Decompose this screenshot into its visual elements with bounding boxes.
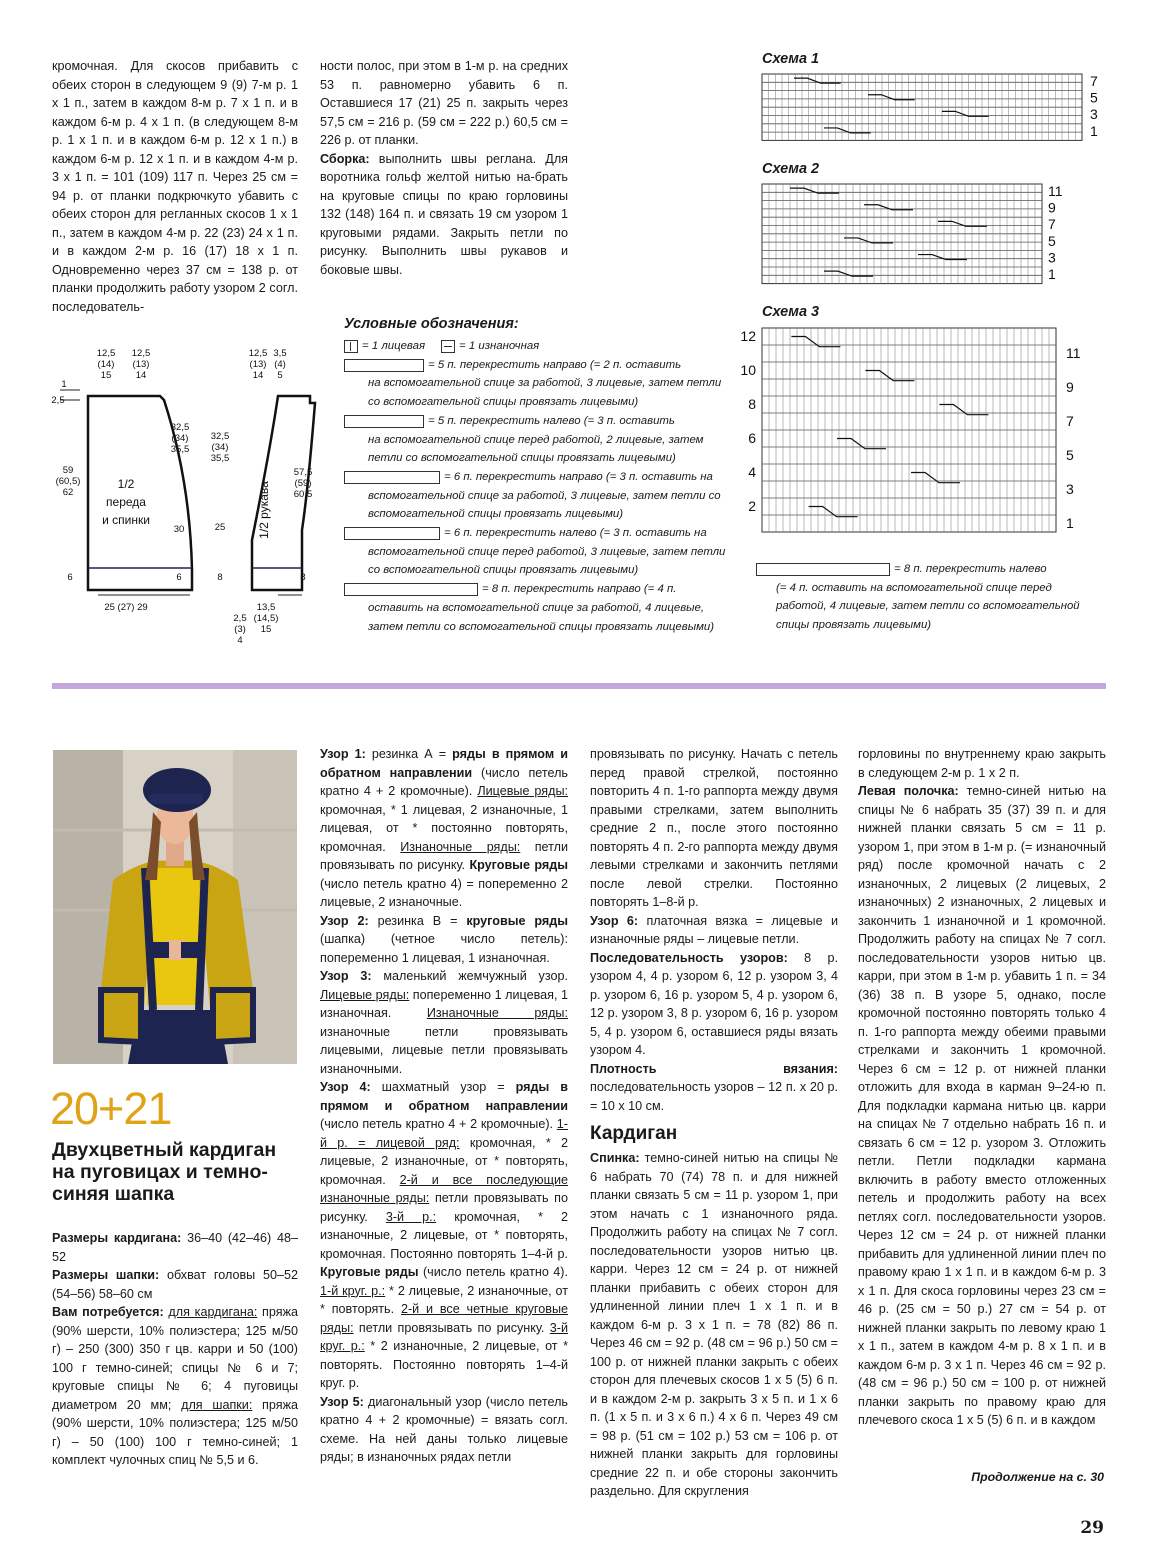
chart-row-number: 5 [1066,447,1074,463]
text-run: 2-й и все четные круговые ряды: [320,1302,569,1335]
assembly-label: Сборка: [320,151,370,166]
sleeve-bottom2-3: 4 [237,635,243,646]
hat-size-label: Размеры шапки: [52,1268,160,1282]
cable-symbol [344,471,440,484]
text-run: обхват головы 50–52 (54–56) 58–60 см [52,1268,299,1301]
text-run: 8 р. узором 4, 4 р. узором 6, 12 р. узором 3, 4 р. узором 6, 16 р. узором 5, 4 р. узором 6, 12 р. узором 3, 8 р. узором 6, 16 р. узором 5, 4 р. узором 6, оставшиеся ряды вязать узором 4. [590,950,838,1057]
sleeve-bottom2-1: 2,5 [233,613,247,624]
text-run: * 2 изнаночные, 2 лицевые, от * повторять. Постоянно повторять 1–4-й круг. р. [320,1339,568,1390]
back-label: Спинка: [590,1151,640,1165]
materials-label: Вам потребуется: [52,1305,164,1319]
text-run: для шапки: [181,1397,253,1412]
cable-symbol [344,359,424,372]
cable-symbol [344,415,424,428]
legend-item [344,412,734,431]
sleeve-bottom-3: 15 [260,624,272,635]
pattern-6-para [590,912,838,949]
legend-basic [344,337,734,356]
pattern-3-para [320,967,568,1078]
sleeve-label: 1/2 рукава [257,481,271,539]
text-run: Круговые ряды [469,858,568,872]
cable-symbol [344,583,478,596]
text-run: Изнаночные ряды: [426,1006,568,1020]
density-label: Плотность вязания: [590,1061,838,1076]
text-run: (шапка) (четное число петель): попеременно 1 лицевая, 1 изнаночная. [320,932,568,965]
text-run: ряды в прямом и обратном направлении [320,1080,568,1113]
legend-purl: = 1 изнаночная [459,340,540,352]
text-run: Лицевые ряды: [477,784,568,798]
text-run: диагональный узор (число петель кратно 4 + 2 кромочные) = вязать согл. схеме. На ней даны только лицевые ряды; в изнаночных рядах петли [320,1394,568,1464]
sequence-para [590,949,838,1060]
chart-row-number: 3 [1066,481,1074,497]
sleeve-height-2: (59) [294,478,312,489]
chart-row-number: 9 [1066,379,1074,395]
body-top2-1: 12,5 [131,348,151,359]
legend-item-lead: = 5 п. перекрестить налево (= 3 п. оставить [428,414,675,427]
pattern-label: Узор 5: [320,1394,364,1409]
sleeve-cap-3: 35,5 [210,453,230,464]
text-run: пряжа (90% шерсти, 10% полиэстера; 125 м/50 г) – 50 (100) 100 г темно-синей; 1 комплект чулочных спиц № 5,5 и 6. [52,1397,298,1467]
sequence-label: Последовательность узоров: [590,950,788,965]
legend-item [344,524,734,543]
legend-title: Условные обозначения: [344,316,519,332]
body-height-2: (60,5) [55,476,81,487]
text-run: петли провязывать по рисунку. [353,1320,550,1335]
schema-3-title: Схема 3 [762,304,820,320]
text-run: маленький жемчужный узор. [371,969,568,983]
legend-item [344,356,734,375]
chart-row-number: 12 [740,328,756,344]
legend-item-rest: на вспомогательной спице перед работой, 2 лицевые, затем петли со вспомогательной спицы провязать лицевыми) [368,433,704,465]
chart-row-number: 7 [1066,413,1074,429]
body-height-3: 62 [62,487,74,498]
sleeve-top-1: 12,5 [248,348,268,359]
chart-row-number: 10 [740,362,756,378]
body-label-3: и спинки [102,513,150,527]
body-top-1: 12,5 [96,348,116,359]
legend-item-rest: вспомогательной спице за работой, 3 лицевые, затем петли со вспомогательной спицы провязать лицевыми) [368,489,721,521]
text-run: шахматный узор = [370,1080,516,1094]
chart-row-number: 11 [1066,345,1081,361]
legend-item [344,580,734,599]
schema-2-grid [760,182,1106,286]
article-col4 [858,745,1106,1430]
body-side: 30 [173,524,185,535]
pattern-label: Узор 3: [320,969,372,983]
chart-row-number: 3 [1090,106,1098,123]
chart-row-number: 4 [748,464,756,480]
text-run: 36–40 (42–46) 48–52 [52,1231,298,1264]
pattern-4-para [320,1078,568,1393]
left-front-para [858,782,1106,1430]
body-rib-left: 6 [67,572,73,583]
sleeve-top2-2: (4) [274,359,286,370]
text-run: (число петель кратно 4). [418,1265,568,1279]
body-arm-1: 32,5 [170,422,190,433]
legend-8-left [756,560,1102,635]
hat-size-para [52,1266,298,1303]
legend-item [344,468,734,487]
sleeve-height-1: 57,5 [293,467,313,478]
legend-item-rest: оставить на вспомогательной спице за работой, 4 лицевые, затем петли со вспомогательной спицы провязать лицевыми) [368,601,715,633]
article-col2 [320,745,568,1467]
legend-item-lead: = 6 п. перекрестить направо (= 3 п. оставить на [444,470,713,483]
text-run: платочная вязка = лицевые и изнаночные ряды – лицевые петли. [590,913,838,946]
pattern-5-para [320,1393,568,1467]
text-run: темно-синей нитью на спицы № 6 набрать 70 (74) 78 п. и для нижней планки связать 5 см = 11 р. узором 1, при этом начать с 1 изнаночного ряда. Продолжить работу на спицах № 7 согл. последовательности узоров нитью цв. карри. Через 12 см = 24 р. от нижней планки прибавить с обеих сторон для удлиненной линии плеч 1 х 1 п. и в каждом 6-м р. 3 х 1 п. = 78 (82) 86 п. Через 46 см = 92 р. (48 см = 96 р.) 50 см = 100 р. от нижней планки закрыть с обеих сторон для плечевых скосов 1 х 5 (5) 6 п. и в каждом 2-м р. закрыть 3 х 5 п. и 1 х 6 п. (1 х 5 п. и 3 х 6 п.) 4 х 6 п. Через 49 см = 98 р. (51 см = 102 р.) 53 см = 106 р. от нижней планки закрыть для горловины средние 22 п. и обе стороны закончить раздельно. Для скругления [590,1151,838,1498]
pattern-2-para [320,912,568,968]
sleeve-cap-2: (34) [211,442,229,453]
text-run: (число петель кратно 4) = попеременно 2 лицевые, 2 изнаночные. [320,876,568,909]
article-number: 20+21 [50,1083,172,1134]
pattern-label: Узор 6: [590,913,639,928]
legend-item-rest: на вспомогательной спице за работой, 3 лицевые, затем петли со вспомогательной спицы провязать лицевыми) [368,377,722,409]
sleeve-bottom-1: 13,5 [256,602,276,613]
text-run: 3-й круг. р.: [320,1320,568,1353]
top-paragraph-1: кромочная. Для скосов прибавить с обеих сторон в следующем 9 (9) 7-м р. 1 х 1 п., затем в каждом 8-м р. 7 х 1 п. и в каждом 6-м р. 4 х 1 п. (в следующем 8-м р. 1 х 1 п. и в каждом 6-м р. 12 х 1 п.) в каждом 6-м р. 12 х 1 п. и в каждом 4-м р. 3 х 1 п. = 101 (109) 117 п. Через 25 см = 94 р. от планки подкрючкуто убавить с обеих сторон для регланных скосов 1 х 1 п., затем в каждом 4-м р. 22 (23) 24 х 1 п. и в каждом 2-м р. 16 (17) 18 х 1 п. Одновременно через 37 см = 138 р. от планки продолжить работу узором 2 согл. последователь- [52,59,298,314]
purl-symbol [441,340,455,353]
article-title: Двухцветный кардиган на пуговицах и темно-синяя шапка [52,1139,277,1205]
text-run: кромочная, * 2 изнаночные, 2 лицевые, от * повторять, кромочная. Постоянно повторять 1–4-й р. [320,1209,568,1261]
legend-item-rest: вспомогательной спице перед работой, 3 лицевые, затем петли со вспомогательной спицы провязать лицевыми) [368,545,726,577]
legend [344,337,734,636]
pattern-label: Узор 1: [320,747,366,761]
body-top-3: 15 [100,370,112,381]
body-label-2: переда [106,495,146,509]
top-text-col1 [52,57,298,316]
text-run: ряды в прямом и обратном направлении [320,747,568,780]
text-run: петли провязывать по рисунку. [320,839,569,872]
chart-row-number: 1 [1048,266,1056,282]
sleeve-top-3: 14 [252,370,264,381]
text-run: для кардигана: [168,1305,258,1319]
pattern-1-para [320,745,568,912]
body-top2-2: (13) [132,359,150,370]
chart-row-number: 5 [1090,89,1098,106]
schema-1-grid [760,72,1106,142]
legend-knit: = 1 лицевая [362,340,426,352]
text-run: Лицевые ряды: [320,987,410,1002]
text-run: 2-й и все последующие изнаночные ряды: [320,1172,568,1205]
sleeve-top-2: (13) [249,359,267,370]
materials-para [52,1303,298,1470]
legend-item-lead: = 5 п. перекрестить направо (= 2 п. оставить [428,358,682,371]
pattern-label: Узор 4: [320,1080,371,1094]
body-arm-2: (34) [171,433,189,444]
text-run: Круговые ряды [320,1265,419,1279]
cross-8-left-symbol [756,563,890,576]
chart-row-number: 6 [748,430,756,446]
legend-item-lead: = 6 п. перекрестить налево (= 3 п. оставить на [444,527,707,540]
top-text-col2 [320,57,568,279]
schema-1-title: Схема 1 [762,51,820,67]
text-run: пряжа (90% шерсти, 10% полиэстера; 125 м/50 г) – 250 (300) 350 г цв. карри и 50 (100) 100 г темно-синей; спицы № 6 и 7; круговые спицы № 6; 4 пуговицы диаметром 20 мм; [52,1305,298,1412]
legend-item-lead: = 8 п. перекрестить направо (= 4 п. [482,583,677,596]
chart-row-number: 2 [748,498,756,514]
sleeve-top2-3: 5 [277,370,283,381]
sleeve-height-3: 60,5 [293,489,313,500]
chart-row-number: 3 [1048,249,1056,266]
chart-row-number: 7 [1048,216,1056,233]
body-rib-right: 6 [176,572,182,583]
article-col1 [52,1229,298,1470]
text-run: кромочная, * 1 лицевая, 2 изнаночные, 1 лицевая, от * постоянно повторять, кромочная. [320,802,568,854]
text-run: круговые ряды [466,913,568,928]
text-run: (число петель кратно 4 + 2 кромочные). [320,1117,557,1131]
sizes-label: Размеры кардигана: [52,1231,182,1245]
page-number: 29 [1080,1518,1104,1538]
section-divider [52,683,1106,689]
pattern-label: Узор 2: [320,913,369,928]
body-width: 25 (27) 29 [104,602,148,613]
text-run: петли провязывать по рисунку. [320,1191,569,1224]
text-run: попеременно 1 лицевая, 1 изнаночная. [320,987,568,1020]
article-col3 [590,745,838,1501]
text-run: (число петель кратно 4 + 2 кромочные). [320,765,568,798]
text-run: темно-синей нитью на спицы № 6 набрать 35 (37) 39 п. и для нижней планки связать 5 см = 11 р. узором 1, при этом в 1-м р. (= изнаночный ряд) после кромочной начать с 2 изнаночных, 2 лицевых (2 лицевых, 2 изнаночных) 2 изнаночных, 2 лицевых и закончить 1 изнаночной и 1 кромочной. Продолжить работу на спицах № 7 согл. последовательности узоров нитью цв. карри, при этом в 1-м р. убавить 1 п. = 34 (36) 38 п. В узоре 5, однако, после кромочной постоянно повторять только 4 п. 1-го раппорта между обеими правыми стрелками и закончить 1 кромочной. Через 6 см = 12 р. от нижней планки отложить для входа в карман 9–24-ю п. Для подкладки кармана нитью цв. карри на спицах № 7 отдельно набрать 16 п. и связать 6 см = 12 р. узором 3. Отложить петли. Петли подкладки кармана включить в работу вместо отложенных петель и продолжить работу на всех петлях согл. последовательности узоров. Через 12 см = 24 р. от нижней планки прибавить для удлиненной линии плеч по правому краю 1 х 1 п. и в каждом 6-м р. 3 х 1 п. Для скоса горловины через 23 см = 46 р. (25 см = 50 р.) 27 см = 54 р. от нижней планки закрыть по левому краю 1 х 1 п., затем в каждом 4-м р. 8 х 1 п. и в каждом 6-м р. 3 х 1 п. Через 46 см = 92 р. (48 см = 96 р.) 50 см = 100 р. от нижней планки закрыть по правому краю для плечевого скоса 1 х 5 (5) 6 п. и в каждом [858,784,1106,1427]
text-run: выполнить швы реглана. Для воротника гольф желтой нитью на-брать на круговые спицы по краю горловины 132 (148) 164 п. и связать 19 см узором 1 круговыми рядами. Закрыть петли по рисунку. Выполнить швы рукавов и боковые швы. [320,151,568,277]
sleeve-top2-1: 3,5 [273,348,287,359]
density-para [590,1060,838,1116]
back-cont: горловины по внутреннему краю закрыть в следующем 2-м р. 1 х 2 п. [858,747,1106,780]
left-front-label: Левая полочка: [858,784,959,798]
sleeve-bottom-2: (14,5) [253,613,279,624]
schema-2-title: Схема 2 [762,161,820,177]
schema-3-grid [732,326,1082,534]
cardigan-heading: Кардиган [590,1123,678,1144]
model-illustration [53,750,297,1064]
legend-8-left-rest: (= 4 п. оставить на вспомогательной спице перед работой, 4 лицевые, затем петли со вспомогательной спицы провязать лицевыми) [776,581,1080,632]
model-photo [53,750,297,1064]
back-para [590,1149,838,1501]
body-label-1: 1/2 [117,477,135,491]
legend-items [344,356,734,637]
text-run: 1-й круг. р.: [320,1283,386,1298]
text-run: ности полос, при этом в 1-м р. на средних 53 п. равномерно убавить 6 п. Оставшиеся 17 (21) 25 п. закрыть через 57,5 см = 216 р. (59 см = 222 р.) 60,5 см = 226 р. от планки. [320,59,568,147]
top-paragraph-2 [320,57,568,279]
text-run: резинка В = [368,913,467,928]
chart-row-number: 9 [1048,199,1056,216]
text-run: кромочная, * 2 лицевые, 2 изнаночные, от * повторять, кромочная. [320,1135,568,1187]
chart-row-number: 8 [748,396,756,412]
knit-symbol [344,340,358,353]
text-run: последовательность узоров – 12 п. х 20 р. = 10 х 10 см. [590,1080,838,1113]
legend-8-left-lead: = 8 п. перекрестить налево [894,563,1047,575]
sleeve-side: 25 [214,522,226,533]
body-top-2: (14) [97,359,115,370]
chart-row-number: 11 [1048,183,1063,199]
text-run: 3-й р.: [385,1209,437,1224]
chart-row-number: 7 [1090,73,1098,89]
pattern-schematic [40,340,330,650]
sleeve-rib-right: 8 [300,572,306,583]
body-neck-2: 2,5 [51,395,65,406]
pattern-5-cont: провязывать по рисунку. Начать с петель перед правой стрелкой, постоянно повторить 4 п. 1-го раппорта между двумя правыми стрелками, затем выполнить средние 2 п., после этого постоянно повторять 4 п. 2-го раппорта между двумя левыми стрелками и закончить петлями после левой стрелки. Постоянно повторять 1–8-й р. [590,747,838,909]
body-arm-3: 35,5 [170,444,190,455]
chart-row-number: 1 [1090,122,1098,139]
body-height-1: 59 [62,465,74,476]
text-run: резинка А = [365,747,453,761]
chart-row-number: 5 [1048,232,1056,249]
body-top2-3: 14 [135,370,147,381]
text-run: 1-й р. = лицевой ряд: [320,1117,568,1150]
cable-symbol [344,527,440,540]
continued-note: Продолжение на с. 30 [971,1470,1104,1484]
sleeve-rib-left: 8 [217,572,223,583]
chart-row-number: 1 [1066,515,1074,531]
sizes-para [52,1229,298,1266]
text-run: Изнаночные ряды: [400,839,521,854]
text-run: * 2 лицевые, 2 изнаночные, от * повторять. [320,1283,568,1316]
text-run: изнаночные петли провязывать лицевыми, лицевые петли провязывать изнаночными. [320,1024,568,1076]
sleeve-cap-1: 32,5 [210,431,230,442]
body-neck-1: 1 [61,379,67,390]
sleeve-bottom2-2: (3) [234,624,246,635]
